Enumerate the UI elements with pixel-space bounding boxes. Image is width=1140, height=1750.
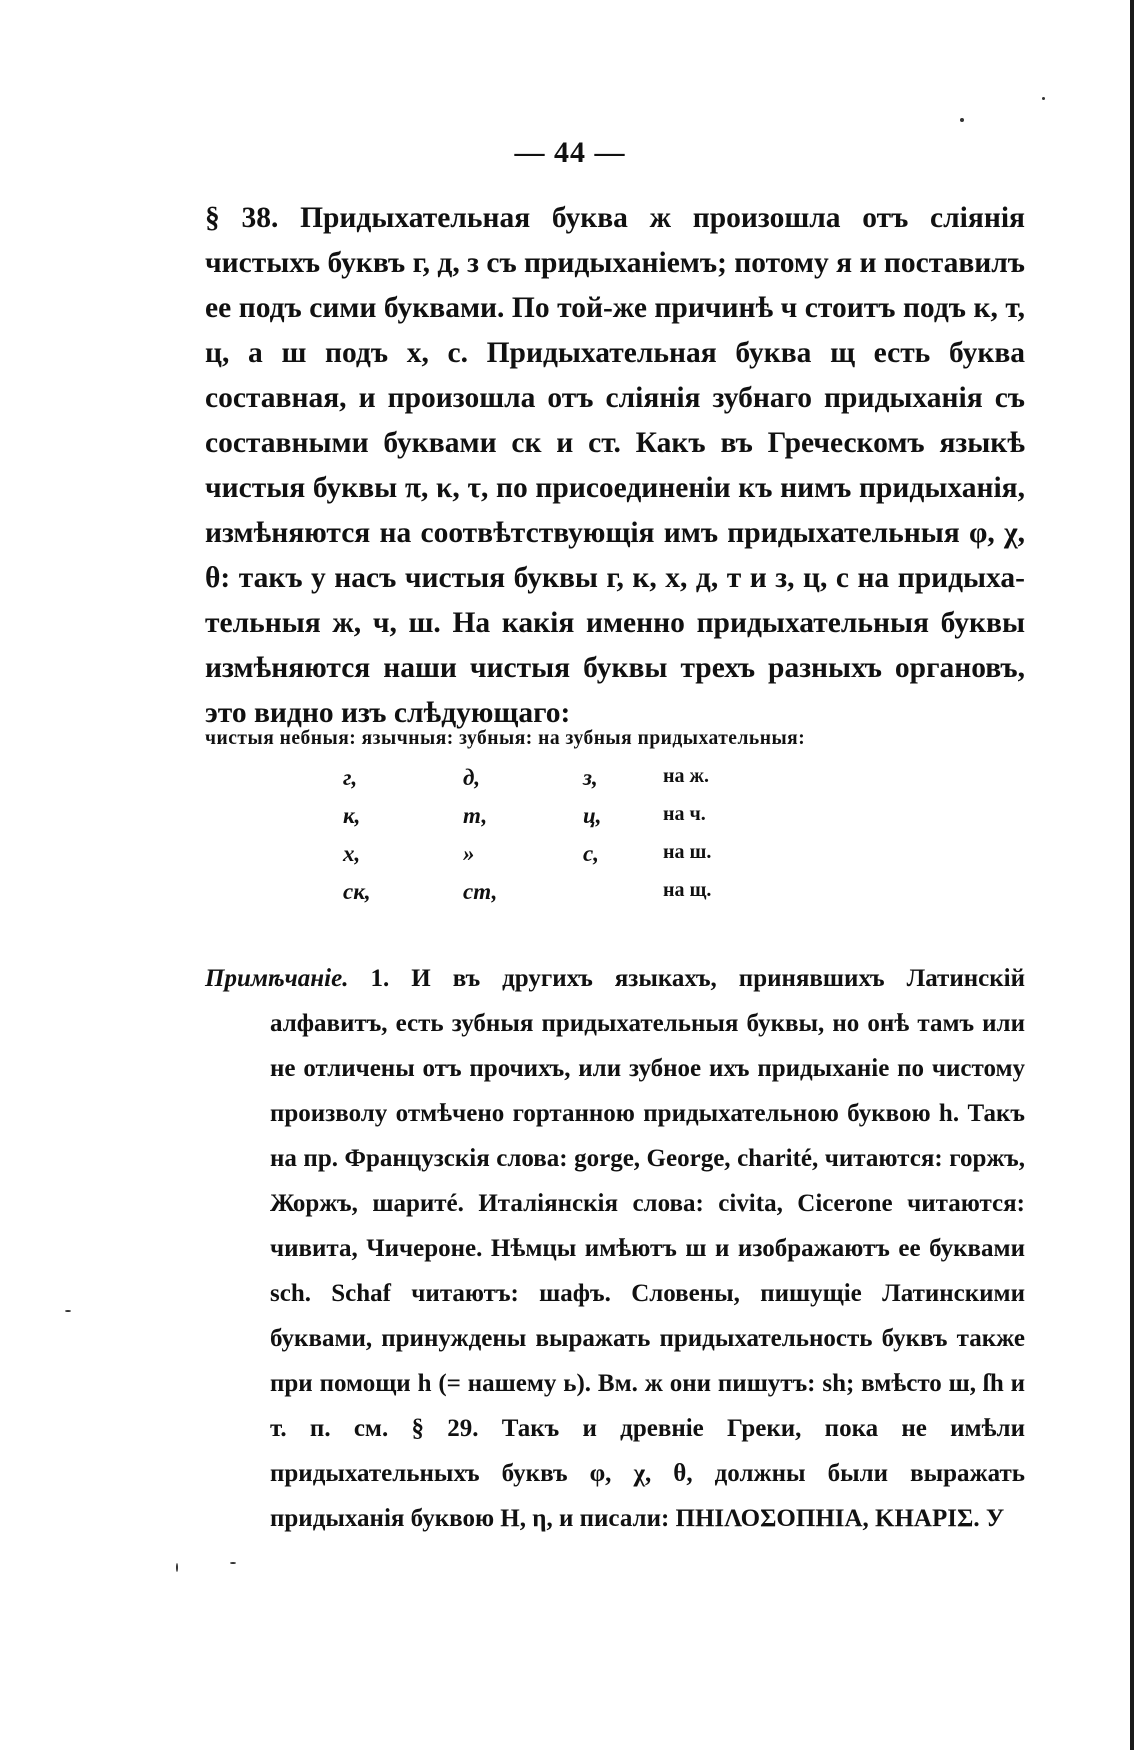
table-cell: ст,: [463, 879, 498, 904]
footnote-label: Примѣчаніе.: [205, 965, 349, 992]
table-row: [205, 765, 905, 803]
section-38-text: § 38. Придыхательная буква ж произошла отъ сліянія чистыхъ буквъ г, д, з съ придыханіемъ; потому я и поставилъ ее подъ сими буквами. По той-же причинѣ ч стоитъ подъ к, т, ц, а ш подъ х, с. Придыхательная буква щ есть буква составная, и произошла отъ сліянія зубнаго придыханія съ составными буквами ск и ст. Какъ въ Греческомъ языкѣ чистыя буквы π, κ, τ, по присоединеніи къ нимъ придыханія, измѣняются на соотвѣтствующія имъ придыхательныя φ, χ, θ: такъ у насъ чистыя буквы г, к, х, д, т и з, ц, с на придыхательныя ж, ч, ш. На какія именно придыхательныя буквы измѣняются наши чистыя буквы трехъ разныхъ органовъ, это видно изъ слѣдующаго:: [205, 202, 1025, 729]
table-header: чистыя небныя: язычныя: зубныя: на зубныя придыхательныя:: [205, 728, 806, 749]
table-cell: »: [463, 841, 475, 866]
table-cell: на ч.: [663, 803, 706, 825]
table-cell: на ш.: [663, 841, 712, 863]
print-speck: [960, 118, 964, 122]
table-row: [205, 879, 905, 917]
print-speck: [176, 1563, 178, 1572]
table-cell: на ж.: [663, 765, 710, 787]
table-cell: х,: [343, 841, 361, 866]
table-row: [205, 803, 905, 841]
table-cell: с,: [583, 841, 599, 866]
section-38: [205, 196, 1025, 736]
footnote-text: 1. И въ другихъ языкахъ, принявшихъ Латинскій алфавитъ, есть зубныя придыхательныя буквы, но онѣ тамъ или не отличены отъ прочихъ, или зубное ихъ придыханіе по чистому произволу отмѣчено гортанною придыхательною буквою h. Такъ на пр. Французскія слова: gorge, George, charité, читаются: горжъ, Жоржъ, шаритé. Италіянскія слова: civita, Cicerone читаются: чивита, Чичероне. Нѣмцы имѣютъ ш и изображаютъ ее буквами sch. Schaf читаютъ: шафъ. Словены, пишущіе Латинскими буквами, принуждены выражать придыхательность буквъ также при помощи h (= нашему ь). Вм. ж они пишутъ: sh; вмѣсто ш, ſh и т. п. см. § 29. Такъ и древніе Греки, пока не имѣли придыхательныхъ буквъ φ, χ, θ, должны были выражать придыханія буквою Η, η, и писали: ΠΗΙΛΟΣΟΠΗΙΑ, ΚΗΑΡΙΣ. У: [270, 965, 1025, 1532]
table-cell: з,: [583, 765, 598, 790]
print-speck: [65, 1310, 71, 1312]
table-row: [205, 841, 905, 879]
table-cell: к,: [343, 803, 361, 828]
table-cell: д,: [463, 765, 481, 790]
table-cell: г,: [343, 765, 358, 790]
table-cell: ск,: [343, 879, 371, 904]
letters-table: [205, 765, 905, 917]
table-cell: на щ.: [663, 879, 712, 901]
page-edge: [1130, 0, 1134, 1750]
footnote: [205, 956, 1025, 1541]
footnote-paragraph: [205, 956, 1025, 1541]
print-speck: [230, 1562, 236, 1564]
print-speck: [1042, 97, 1045, 100]
page-number: — 44 —: [514, 136, 626, 169]
table-cell: ц,: [583, 803, 602, 828]
table-cell: т,: [463, 803, 488, 828]
